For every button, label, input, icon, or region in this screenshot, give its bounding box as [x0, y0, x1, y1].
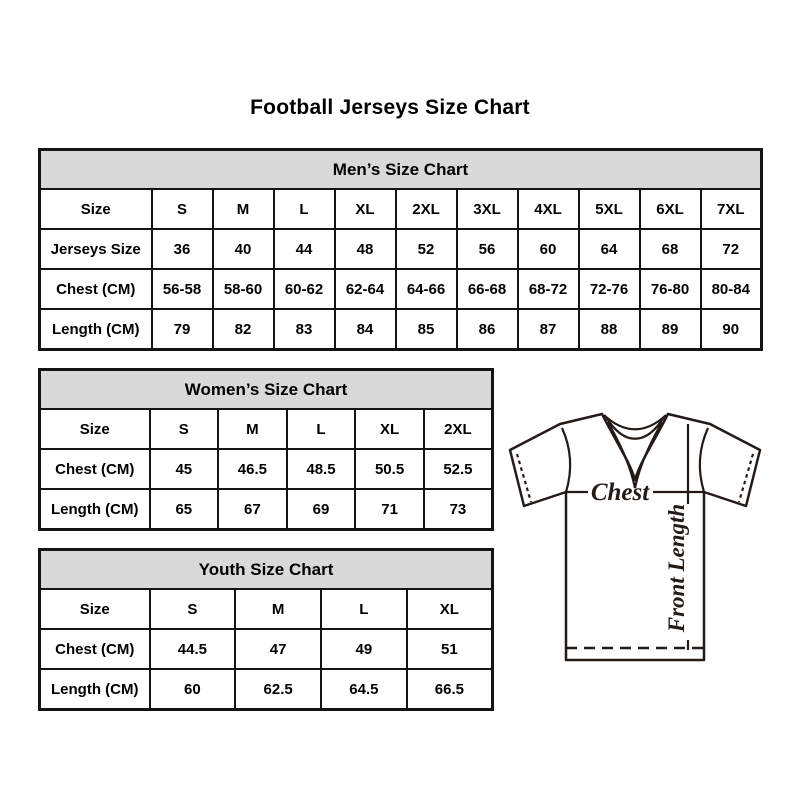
- youth-size-table: [38, 548, 494, 711]
- value-cell: 84: [335, 309, 396, 350]
- row-label-cell: Length (CM): [40, 669, 150, 710]
- table-row: [40, 629, 493, 669]
- value-cell: 66-68: [457, 269, 518, 309]
- column-header-cell: M: [213, 189, 274, 229]
- jersey-outline-icon: [510, 414, 760, 660]
- row-label-cell: Chest (CM): [40, 629, 150, 669]
- value-cell: 71: [355, 489, 424, 530]
- value-cell: 76-80: [640, 269, 701, 309]
- column-header-cell: XL: [355, 409, 424, 449]
- value-cell: 88: [579, 309, 640, 350]
- column-header-cell: 6XL: [640, 189, 701, 229]
- value-cell: 62.5: [235, 669, 321, 710]
- column-header-cell: M: [235, 589, 321, 629]
- value-cell: 58-60: [213, 269, 274, 309]
- value-cell: 60: [518, 229, 579, 269]
- value-cell: 56: [457, 229, 518, 269]
- value-cell: 64-66: [396, 269, 457, 309]
- column-header-cell: L: [287, 409, 356, 449]
- value-cell: 87: [518, 309, 579, 350]
- row-label-cell: Length (CM): [40, 309, 152, 350]
- column-header-cell: S: [150, 409, 219, 449]
- column-header-cell: S: [152, 189, 213, 229]
- column-header-cell: L: [321, 589, 407, 629]
- row-label-cell: Jerseys Size: [40, 229, 152, 269]
- column-header-cell: 5XL: [579, 189, 640, 229]
- table-row: [40, 589, 493, 629]
- value-cell: 73: [424, 489, 493, 530]
- value-cell: 85: [396, 309, 457, 350]
- value-cell: 68-72: [518, 269, 579, 309]
- size-corner-header: Size: [40, 189, 152, 229]
- value-cell: 44: [274, 229, 335, 269]
- front-length-label: Front Length: [664, 503, 689, 633]
- column-header-cell: XL: [335, 189, 396, 229]
- table-row: [40, 229, 762, 269]
- value-cell: 68: [640, 229, 701, 269]
- value-cell: 52: [396, 229, 457, 269]
- table-row: [40, 669, 493, 710]
- column-header-cell: M: [218, 409, 287, 449]
- column-header-cell: XL: [407, 589, 493, 629]
- value-cell: 60: [150, 669, 236, 710]
- value-cell: 46.5: [218, 449, 287, 489]
- column-header-cell: 3XL: [457, 189, 518, 229]
- table-section-header: Women’s Size Chart: [40, 370, 493, 410]
- value-cell: 69: [287, 489, 356, 530]
- value-cell: 45: [150, 449, 219, 489]
- table-section-header-row: [40, 550, 493, 590]
- value-cell: 64.5: [321, 669, 407, 710]
- value-cell: 48: [335, 229, 396, 269]
- value-cell: 72-76: [579, 269, 640, 309]
- jersey-diagram-icon: [502, 398, 768, 674]
- value-cell: 49: [321, 629, 407, 669]
- value-cell: 65: [150, 489, 219, 530]
- value-cell: 67: [218, 489, 287, 530]
- value-cell: 60-62: [274, 269, 335, 309]
- row-label-cell: Length (CM): [40, 489, 150, 530]
- value-cell: 62-64: [335, 269, 396, 309]
- table-row: [40, 309, 762, 350]
- table-row: [40, 269, 762, 309]
- row-label-cell: Chest (CM): [40, 449, 150, 489]
- size-corner-header: Size: [40, 589, 150, 629]
- value-cell: 51: [407, 629, 493, 669]
- chest-label: Chest: [590, 479, 650, 506]
- value-cell: 64: [579, 229, 640, 269]
- value-cell: 66.5: [407, 669, 493, 710]
- column-header-cell: 2XL: [396, 189, 457, 229]
- value-cell: 52.5: [424, 449, 493, 489]
- table-row: [40, 409, 493, 449]
- value-cell: 47: [235, 629, 321, 669]
- jersey-measurement-diagram: [502, 398, 768, 674]
- size-corner-header: Size: [40, 409, 150, 449]
- value-cell: 50.5: [355, 449, 424, 489]
- table-section-header-row: [40, 150, 762, 190]
- column-header-cell: 4XL: [518, 189, 579, 229]
- value-cell: 83: [274, 309, 335, 350]
- value-cell: 44.5: [150, 629, 236, 669]
- value-cell: 72: [701, 229, 762, 269]
- value-cell: 40: [213, 229, 274, 269]
- page-title: Football Jerseys Size Chart: [250, 96, 530, 119]
- value-cell: 86: [457, 309, 518, 350]
- table-section-header: Men’s Size Chart: [40, 150, 762, 190]
- value-cell: 82: [213, 309, 274, 350]
- row-label-cell: Chest (CM): [40, 269, 152, 309]
- value-cell: 79: [152, 309, 213, 350]
- value-cell: 80-84: [701, 269, 762, 309]
- table-row: [40, 489, 493, 530]
- table-row: [40, 189, 762, 229]
- value-cell: 90: [701, 309, 762, 350]
- column-header-cell: S: [150, 589, 236, 629]
- table-section-header-row: [40, 370, 493, 410]
- table-section-header: Youth Size Chart: [40, 550, 493, 590]
- value-cell: 56-58: [152, 269, 213, 309]
- column-header-cell: 2XL: [424, 409, 493, 449]
- column-header-cell: 7XL: [701, 189, 762, 229]
- value-cell: 36: [152, 229, 213, 269]
- column-header-cell: L: [274, 189, 335, 229]
- womens-size-table: [38, 368, 494, 531]
- value-cell: 89: [640, 309, 701, 350]
- value-cell: 48.5: [287, 449, 356, 489]
- table-row: [40, 449, 493, 489]
- mens-size-table: [38, 148, 763, 351]
